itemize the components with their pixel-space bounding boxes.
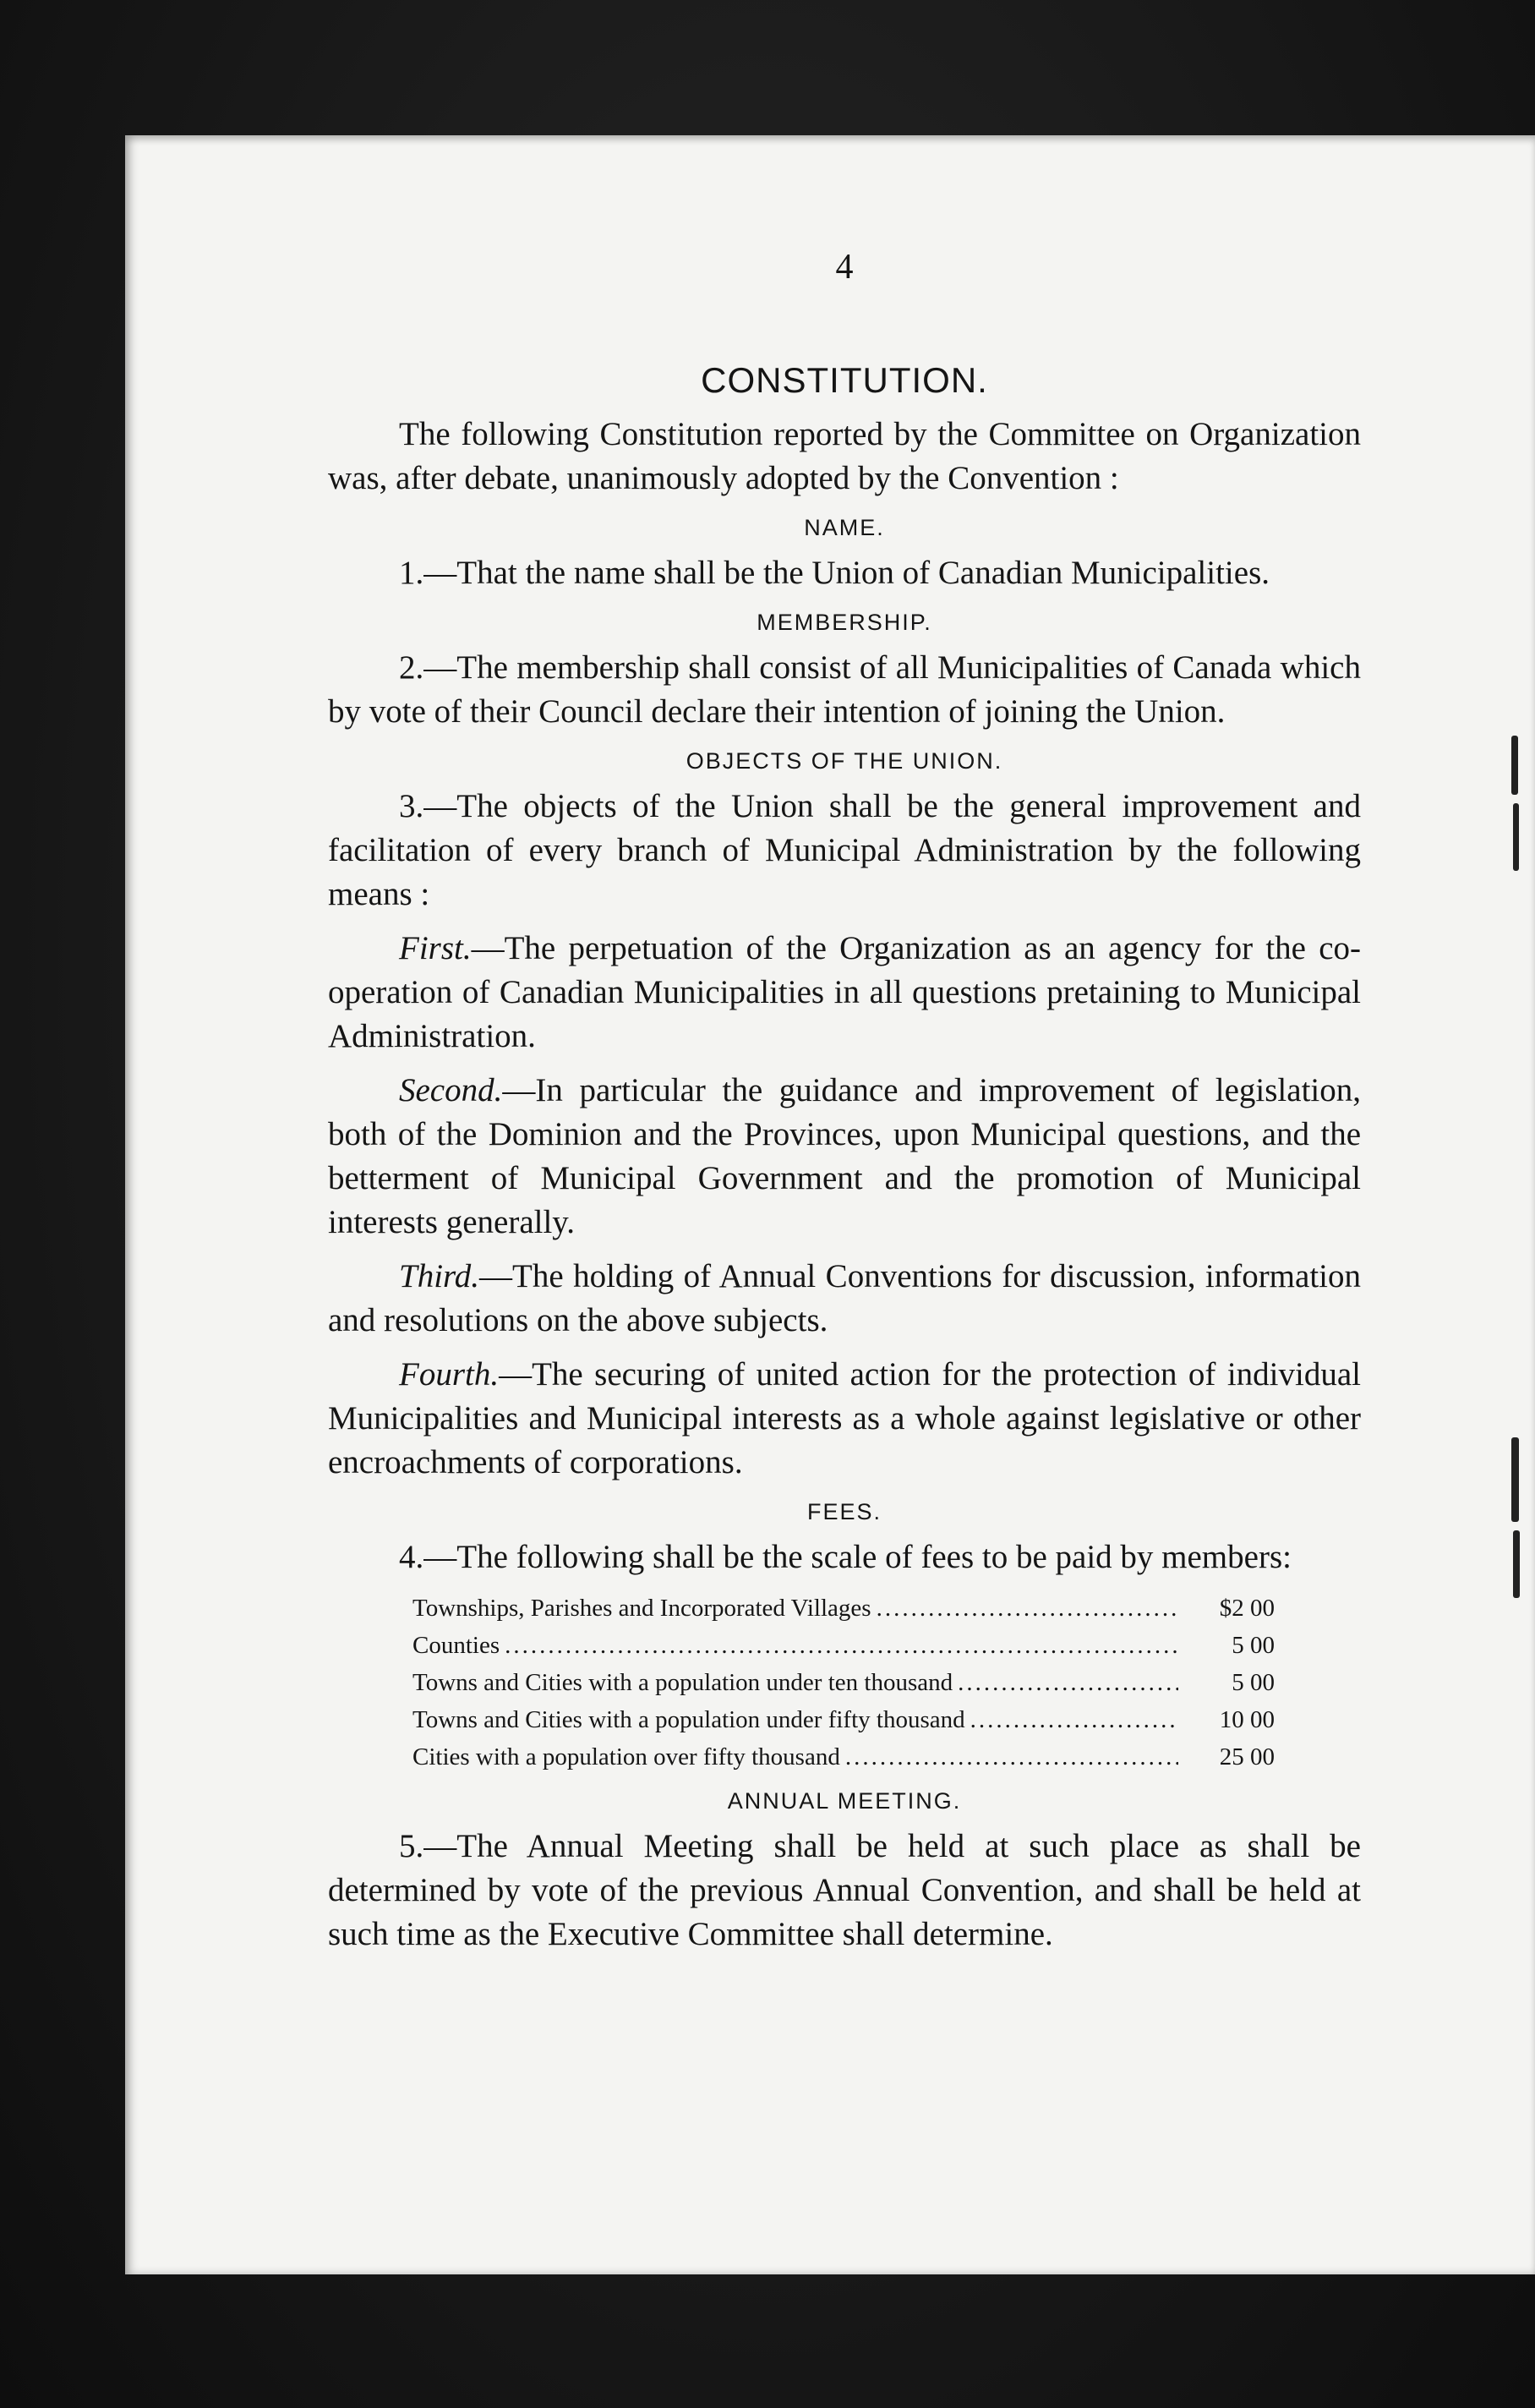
section-heading-objects: OBJECTS OF THE UNION. [686, 748, 1003, 774]
object-lead: Second. [399, 1072, 503, 1108]
binding-mark [1511, 1437, 1519, 1522]
fee-row [412, 1738, 1275, 1776]
object-item [328, 927, 1361, 1059]
section-heading-membership: MEMBERSHIP. [757, 610, 932, 635]
binding-mark [1511, 736, 1518, 795]
object-item [328, 1353, 1361, 1485]
fee-row [412, 1664, 1275, 1701]
page-number: 4 [835, 248, 854, 287]
object-item [328, 1255, 1361, 1343]
object-lead: Fourth. [399, 1356, 500, 1393]
fee-amount: 25 00 [1219, 1743, 1275, 1770]
page-title: CONSTITUTION. [701, 360, 988, 400]
fee-amount: $2 00 [1219, 1595, 1275, 1622]
section-heading-fees: FEES. [806, 1499, 882, 1524]
article-2: 2.—The membership shall consist of all Municipalities of Canada which by vote of their Council declare their intention of joining the Union. [328, 649, 1361, 730]
article-3: 3.—The objects of the Union shall be the general improvement and facilitation of every branch of Municipal Administration by the following means : [328, 788, 1361, 912]
fee-row [412, 1627, 1275, 1664]
fee-amount: 10 00 [1219, 1706, 1275, 1733]
fee-amount: 5 00 [1232, 1669, 1275, 1696]
object-text: —The perpetuation of the Organization as an agency for the co-operation of Canadian Municipalities in all questions pretaining to Municipal Administration. [328, 930, 1361, 1054]
leader-dots [845, 1738, 1178, 1776]
leader-dots [505, 1627, 1178, 1664]
object-text: —In particular the guidance and improvement of legislation, both of the Dominion and the Provinces, upon Municipal questions, and the betterment of Municipal Government and the promotion of Municipal interests generally. [328, 1072, 1361, 1240]
fee-label: Towns and Cities with a population under ten thousand [412, 1669, 953, 1696]
leader-dots [958, 1664, 1178, 1701]
binding-mark [1513, 803, 1519, 871]
fee-label: Counties [412, 1632, 500, 1659]
leader-dots [970, 1701, 1178, 1738]
object-text: —The holding of Annual Conventions for discussion, information and resolutions on the above subjects. [328, 1258, 1361, 1338]
intro-paragraph: The following Constitution reported by the Committee on Organization was, after debate, unanimously adopted by the Convention : [328, 416, 1361, 496]
object-lead: First. [399, 930, 472, 966]
article-1: 1.—That the name shall be the Union of Canadian Municipalities. [399, 555, 1270, 591]
page-content [328, 245, 1361, 1967]
section-heading-annual-meeting: ANNUAL MEETING. [727, 1788, 962, 1814]
fee-label: Townships, Parishes and Incorporated Villages [412, 1595, 871, 1622]
fee-label: Towns and Cities with a population under fifty thousand [412, 1706, 965, 1733]
leader-dots [877, 1590, 1178, 1627]
object-text: —The securing of united action for the protection of individual Municipalities and Municipal interests as a whole against legislative or other encroachments of corporations. [328, 1356, 1361, 1480]
fee-label: Cities with a population over fifty thousand [412, 1743, 840, 1770]
object-item [328, 1069, 1361, 1245]
fee-amount: 5 00 [1232, 1632, 1275, 1659]
object-lead: Third. [399, 1258, 480, 1294]
binding-mark [1513, 1530, 1520, 1598]
article-5: 5.—The Annual Meeting shall be held at such place as shall be determined by vote of the previous Annual Convention, and shall be held at such time as the Executive Committee shall determine. [328, 1828, 1361, 1952]
fee-row [412, 1701, 1275, 1738]
fee-table [412, 1590, 1275, 1776]
article-4: 4.—The following shall be the scale of fees to be paid by members: [399, 1539, 1292, 1575]
section-heading-name: NAME. [804, 515, 885, 540]
fee-row [412, 1590, 1275, 1627]
